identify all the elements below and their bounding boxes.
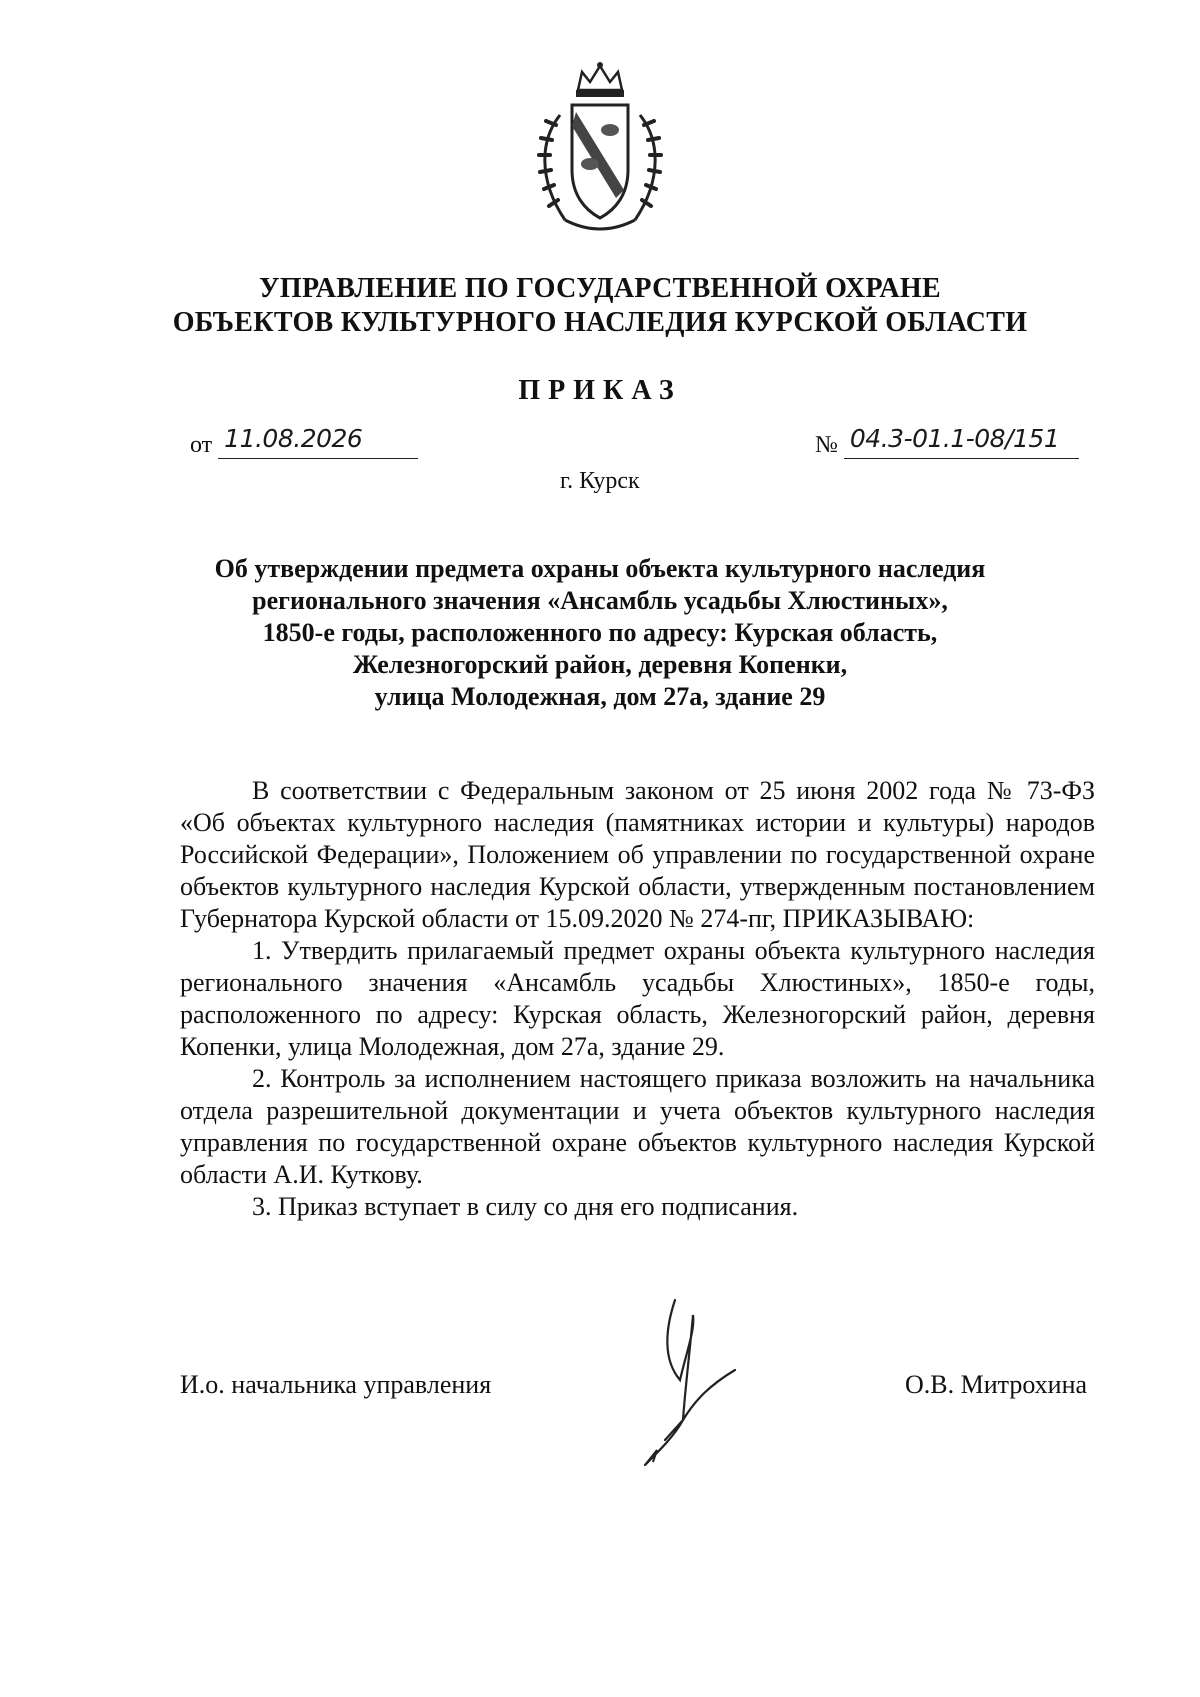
subject-line: 1850-е годы, расположенного по адресу: Курская область, xyxy=(262,618,938,647)
order-item-3: 3. Приказ вступает в силу со дня его подписания. xyxy=(252,1192,799,1221)
number-field xyxy=(815,424,1079,459)
city: г. Курск xyxy=(560,468,640,494)
date-handwritten: 11.08.2026 xyxy=(224,424,363,453)
order-item-1: 1. Утвердить прилагаемый предмет охраны объекта культурного наследия регионального значения «Ансамбль усадьбы Хлюстиных», 1850-е годы, расположенного по адресу: Курская область, Железногорский район, деревня Копенки, улица Молодежная, дом 27а, здание 29. xyxy=(180,936,1095,1061)
signatory-name: О.В. Митрохина xyxy=(905,1370,1088,1399)
preamble-paragraph: В соответствии с Федеральным законом от 25 июня 2002 года № 73-ФЗ «Об объектах культурного наследия (памятниках истории и культуры) народов Российской Федерации», Положением об управлении по государственной охране объектов культурного наследия Курской области, утвержденным постановлением Губернатора Курской области от 15.09.2020 № 274-пг, ПРИКАЗЫВАЮ: xyxy=(180,776,1095,933)
date-underline xyxy=(218,424,418,459)
subject-line: Железногорский район, деревня Копенки, xyxy=(352,650,848,679)
organization-name-line-1: УПРАВЛЕНИЕ ПО ГОСУДАРСТВЕННОЙ ОХРАНЕ xyxy=(259,273,941,304)
date-field xyxy=(190,424,418,459)
coat-of-arms-icon xyxy=(520,60,680,240)
order-subject xyxy=(160,553,1040,713)
document-type: ПРИКАЗ xyxy=(518,375,682,406)
signatory-title: И.о. начальника управления xyxy=(180,1370,492,1399)
date-prefix: от xyxy=(190,432,213,458)
number-underline xyxy=(844,424,1079,459)
order-body xyxy=(180,775,1095,1223)
number-prefix: № xyxy=(815,432,838,458)
subject-line: улица Молодежная, дом 27а, здание 29 xyxy=(374,682,826,711)
order-item-2: 2. Контроль за исполнением настоящего приказа возложить на начальника отдела разрешительной документации и учета объектов культурного наследия управления по государственной охране объектов культурного наследия Курской области А.И. Куткову. xyxy=(180,1064,1095,1189)
organization-name-line-2: ОБЪЕКТОВ КУЛЬТУРНОГО НАСЛЕДИЯ КУРСКОЙ ОБЛАСТИ xyxy=(172,307,1028,338)
subject-line: Об утверждении предмета охраны объекта культурного наследия xyxy=(214,554,986,583)
handwritten-signature-icon xyxy=(635,1290,765,1470)
number-handwritten: 04.3-01.1-08/151 xyxy=(849,424,1060,453)
subject-line: регионального значения «Ансамбль усадьбы Хлюстиных», xyxy=(252,586,948,615)
